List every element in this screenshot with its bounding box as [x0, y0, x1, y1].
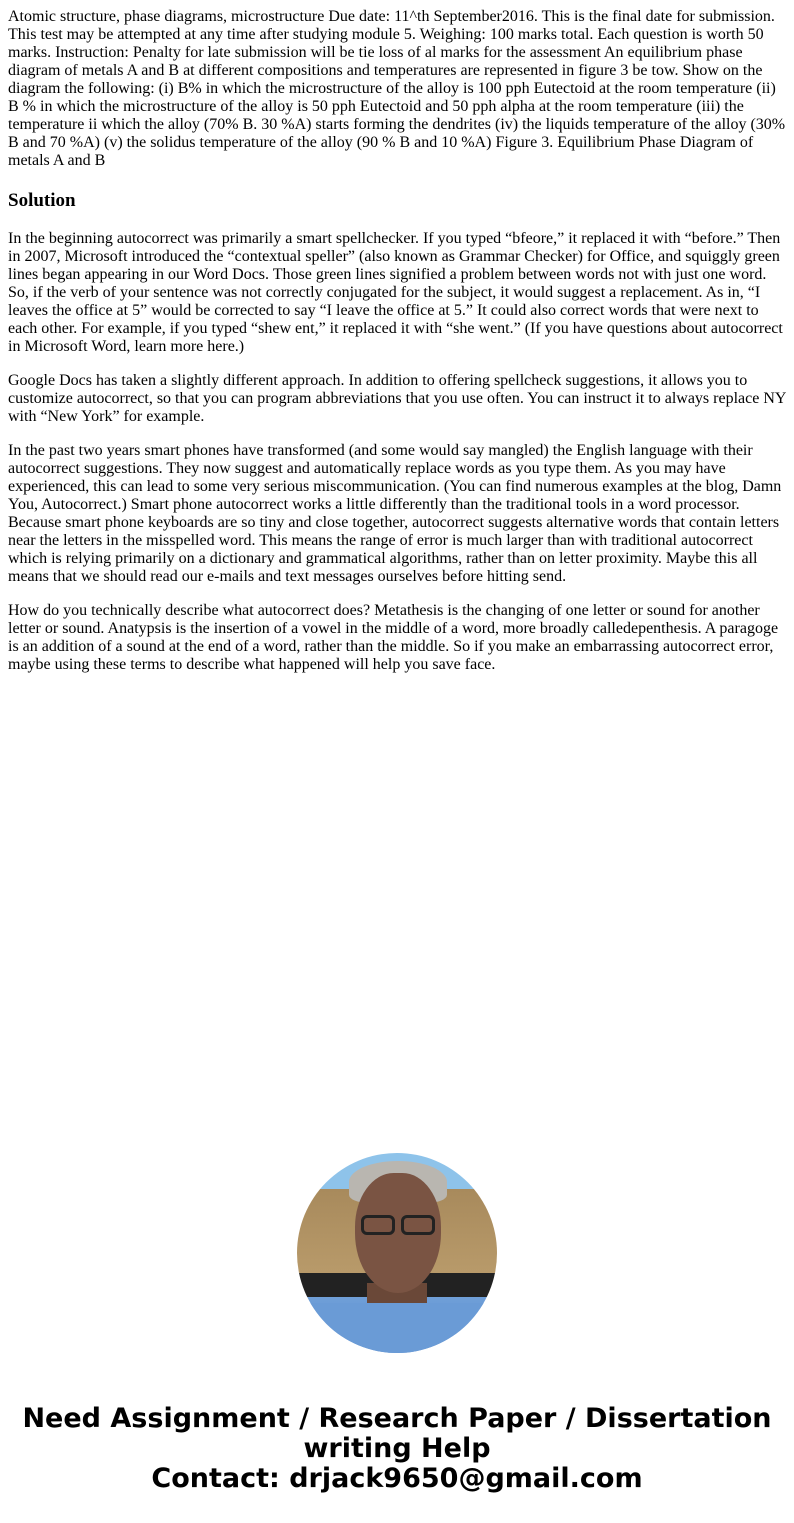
glasses	[357, 1215, 439, 1237]
promo-contact: Contact: drjack9650@gmail.com	[151, 1463, 643, 1494]
question-text: Atomic structure, phase diagrams, microstructure Due date: 11^th September2016. This is the final date for submission. This test may be attempted at any time after studying module 5. Weighing: 100 marks total. Each question is worth 50 marks. Instruction: Penalty for late submission will be tie loss of al marks for the assessment An equilibrium phase diagram of metals A and B at different compositions and temperatures are represented in figure 3 be tow. Show on the diagram the following: (i) B% in which the microstructure of the alloy is 100 pph Eutectoid at the room temperature (ii) B % in which the microstructure of the alloy is 50 pph Eutectoid and 50 pph alpha at the room temperature (iii) the temperature ii which the alloy (70% B. 30 %A) starts forming the dendrites (iv) the liquids temperature of the alloy (30% B and 70 %A) (v) the solidus temperature of the alloy (90 % B and 10 %A) Figure 3. Equilibrium Phase Diagram of metals A and B	[8, 8, 786, 169]
solution-heading: Solution	[8, 190, 76, 211]
document-body	[0, 0, 794, 674]
solution-paragraph: In the beginning autocorrect was primarily a smart spellchecker. If you typed “bfeore,” it replaced it with “before.” Then in 2007, Microsoft introduced the “contextual speller” (also known as Grammar Checker) for Office, and squiggly green lines began appearing in our Word Docs. Those green lines signified a problem between words not with just one word. So, if the verb of your sentence was not correctly conjugated for the subject, it would suggest a replacement. As in, “I leaves the office at 5” would be corrected to say “I leave the office at 5.” It could also correct words that were next to each other. For example, if you typed “shew ent,” it replaced it with “she went.” (If you have questions about autocorrect in Microsoft Word, learn more here.)	[8, 230, 783, 355]
solution-paragraph: How do you technically describe what autocorrect does? Metathesis is the changing of one letter or sound for another letter or sound. Anatypsis is the insertion of a vowel in the middle of a word, more broadly calledepenthesis. A paragoge is an addition of a sound at the end of a word, rather than the middle. So if you make an embarrassing autocorrect error, maybe using these terms to describe what happened will help you save face.	[8, 602, 779, 673]
author-photo	[297, 1153, 497, 1353]
promo-banner	[0, 1404, 794, 1494]
solution-paragraph: In the past two years smart phones have transformed (and some would say mangled) the English language with their autocorrect suggestions. They now suggest and automatically replace words as you type them. As you may have experienced, this can lead to some very serious miscommunication. (You can find numerous examples at the blog, Damn You, Autocorrect.) Smart phone autocorrect works a little differently than the traditional tools in a word processor. Because smart phone keyboards are so tiny and close together, autocorrect suggests alternative words that contain letters near the letters in the misspelled word. This means the range of error is much larger than with traditional autocorrect which is relying primarily on a dictionary and grammatical algorithms, rather than on letter proximity. Maybe this all means that we should read our e-mails and text messages ourselves before hitting send.	[8, 442, 782, 585]
promo-headline: Need Assignment / Research Paper / Dissertation writing Help	[22, 1403, 772, 1464]
solution-paragraph: Google Docs has taken a slightly different approach. In addition to offering spellcheck suggestions, it allows you to customize autocorrect, so that you can program abbreviations that you use often. You can instruct it to always replace NY with “New York” for example.	[8, 372, 786, 425]
